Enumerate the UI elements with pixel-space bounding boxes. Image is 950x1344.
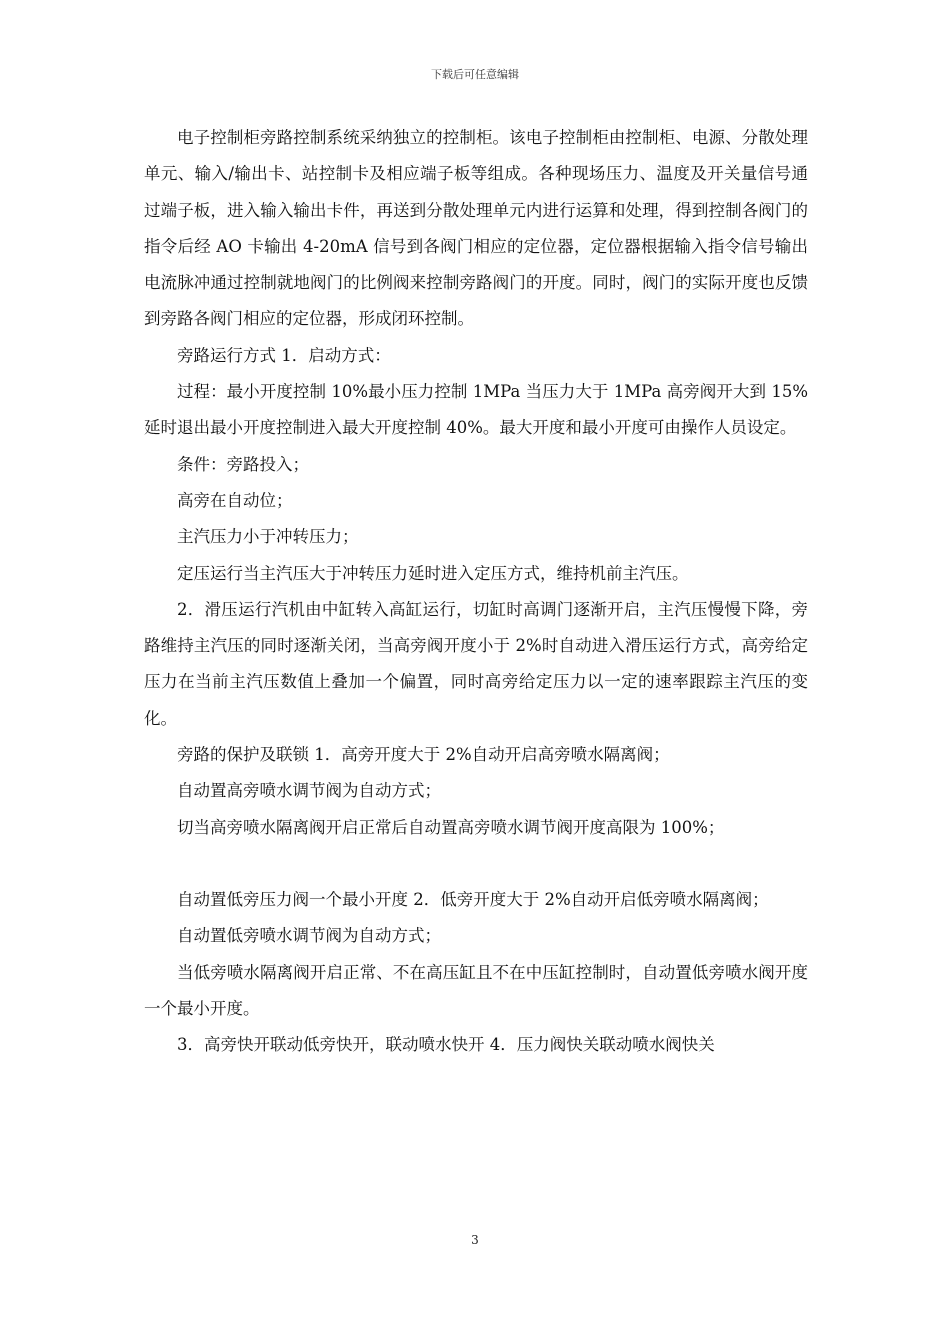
paragraph-bypass-operation-mode: 旁路运行方式 1．启动方式： <box>177 345 391 365</box>
page-header: 下载后可任意编辑 <box>431 68 519 81</box>
paragraph-control-cabinet: 电子控制柜旁路控制系统采纳独立的控制柜。该电子控制柜由控制柜、电源、分散处理单元、输入/输出卡、站控制卡及相应端子板等组成。各种现场压力、温度及开关量信号通过端子板，进入输入输出卡件，再送到分散处理单元内进行运算和处理，得到控制各阀门的指令后经 AO 卡输出 4-20mA 信号到各阀门相应的定位器，定位器根据输入指令信号输出电流脉冲通过控制就地阀门的比例阀来控制旁路阀门的开度。同时，阀门的实际开度也反馈到旁路各阀门相应的定位器，形成闭环控制。 <box>144 128 808 329</box>
paragraph-constant-pressure: 定压运行当主汽压大于冲转压力延时进入定压方式，维持机前主汽压。 <box>177 563 689 583</box>
paragraph-sliding-pressure: 2．滑压运行汽机由中缸转入高缸运行，切缸时高调门逐渐开启，主汽压慢慢下降，旁路维持主汽压的同时逐渐关闭，当高旁阀开度小于 2%时自动进入滑压运行方式，高旁给定压力在当前主汽压数值上叠加一个偏置，同时高旁给定压力以一定的速率跟踪主汽压的变化。 <box>144 599 808 728</box>
paragraph-hp-spray-auto: 自动置高旁喷水调节阀为自动方式； <box>177 781 441 801</box>
page-number: 3 <box>471 1233 479 1247</box>
document-body <box>144 120 808 1063</box>
paragraph-lp-spray-min-open: 当低旁喷水隔离阀开启正常、不在高压缸且不在中压缸控制时，自动置低旁喷水阀开度一个最小开度。 <box>144 962 808 1018</box>
paragraph-hp-spray-limit: 切当高旁喷水隔离阀开启正常后自动置高旁喷水调节阀开度高限为 100%； <box>177 817 725 837</box>
paragraph-condition: 条件：旁路投入； <box>177 454 309 474</box>
paragraph-hp-auto: 高旁在自动位； <box>177 490 293 510</box>
paragraph-fast-open-close: 3．高旁快开联动低旁快开，联动喷水快开 4．压力阀快关联动喷水阀快关 <box>177 1035 715 1055</box>
paragraph-lp-spray-auto: 自动置低旁喷水调节阀为自动方式； <box>177 926 441 946</box>
paragraph-lp-pressure-valve: 自动置低旁压力阀一个最小开度 2．低旁开度大于 2%自动开启低旁喷水隔离阀； <box>177 889 769 909</box>
paragraph-main-steam-pressure: 主汽压力小于冲转压力； <box>177 527 359 547</box>
paragraph-protection-interlock: 旁路的保护及联锁 1．高旁开度大于 2%自动开启高旁喷水隔离阀； <box>177 745 670 765</box>
paragraph-process: 过程：最小开度控制 10%最小压力控制 1MPa 当压力大于 1MPa 高旁阀开大到 15%延时退出最小开度控制进入最大开度控制 40%。最大开度和最小开度可由操作人员设定。 <box>144 382 808 438</box>
